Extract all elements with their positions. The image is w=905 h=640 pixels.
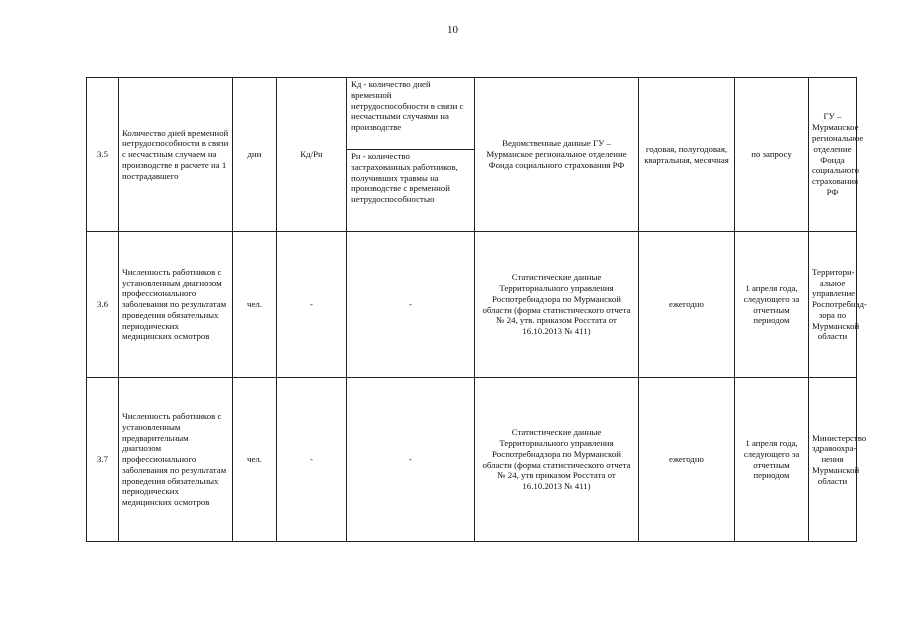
description-top: Кд - количество дней временной нетрудоспособности в связи с несчастными случаями на производстве bbox=[347, 78, 474, 150]
data-source: Статистические данные Территориального управления Роспотребнадзора по Мурманской области (форма статистического отчета № 24, утв приказом Росстата от 16.10.2013 № 411) bbox=[475, 378, 639, 542]
deadline: 1 апреля года, следующего за отчетным периодом bbox=[735, 232, 809, 378]
row-number: 3.6 bbox=[87, 232, 119, 378]
periodicity: ежегодно bbox=[639, 232, 735, 378]
indicator-name: Численность работников с установленным предварительным диагнозом профессионального заболевания по результатам проведения обязательных периодических медицинских осмотров bbox=[119, 378, 233, 542]
periodicity: годовая, полугодовая, квартальная, месячная bbox=[639, 78, 735, 232]
page-number: 10 bbox=[447, 24, 458, 36]
formula: Кд/Рн bbox=[277, 78, 347, 232]
unit: дни bbox=[233, 78, 277, 232]
deadline: по запросу bbox=[735, 78, 809, 232]
responsible: Министерство здравоохра-нения Мурманской области bbox=[809, 378, 857, 542]
table-row bbox=[87, 232, 857, 378]
data-source: Ведомственные данные ГУ – Мурманское региональное отделение Фонда социального страхования РФ bbox=[475, 78, 639, 232]
unit: чел. bbox=[233, 378, 277, 542]
row-number: 3.7 bbox=[87, 378, 119, 542]
deadline: 1 апреля года, следующего за отчетным периодом bbox=[735, 378, 809, 542]
table-row bbox=[87, 378, 857, 542]
row-number: 3.5 bbox=[87, 78, 119, 232]
description: - bbox=[347, 232, 475, 378]
unit: чел. bbox=[233, 232, 277, 378]
description-cell bbox=[347, 78, 475, 232]
responsible: Территори-альное управление Роспотребнад-зора по Мурманской области bbox=[809, 232, 857, 378]
formula: - bbox=[277, 378, 347, 542]
responsible: ГУ – Мурманское региональное отделение Фонда социального страхования РФ bbox=[809, 78, 857, 232]
formula: - bbox=[277, 232, 347, 378]
data-source: Статистические данные Территориального управления Роспотребнадзора по Мурманской области (форма статистического отчета № 24, утв. приказом Росстата от 16.10.2013 № 411) bbox=[475, 232, 639, 378]
description: - bbox=[347, 378, 475, 542]
indicators-table bbox=[86, 77, 867, 542]
indicator-name: Численность работников с установленным диагнозом профессионального заболевания по результатам проведения обязательных периодических медицинских осмотров bbox=[119, 232, 233, 378]
table-row bbox=[87, 78, 857, 232]
indicator-name: Количество дней временной нетрудоспособности в связи с несчастным случаем на производстве в расчете на 1 пострадавшего bbox=[119, 78, 233, 232]
periodicity: ежегодно bbox=[639, 378, 735, 542]
description-bottom: Рн - количество застрахованных работников, получивших травмы на производстве с временной нетрудоспособностью bbox=[351, 151, 458, 205]
